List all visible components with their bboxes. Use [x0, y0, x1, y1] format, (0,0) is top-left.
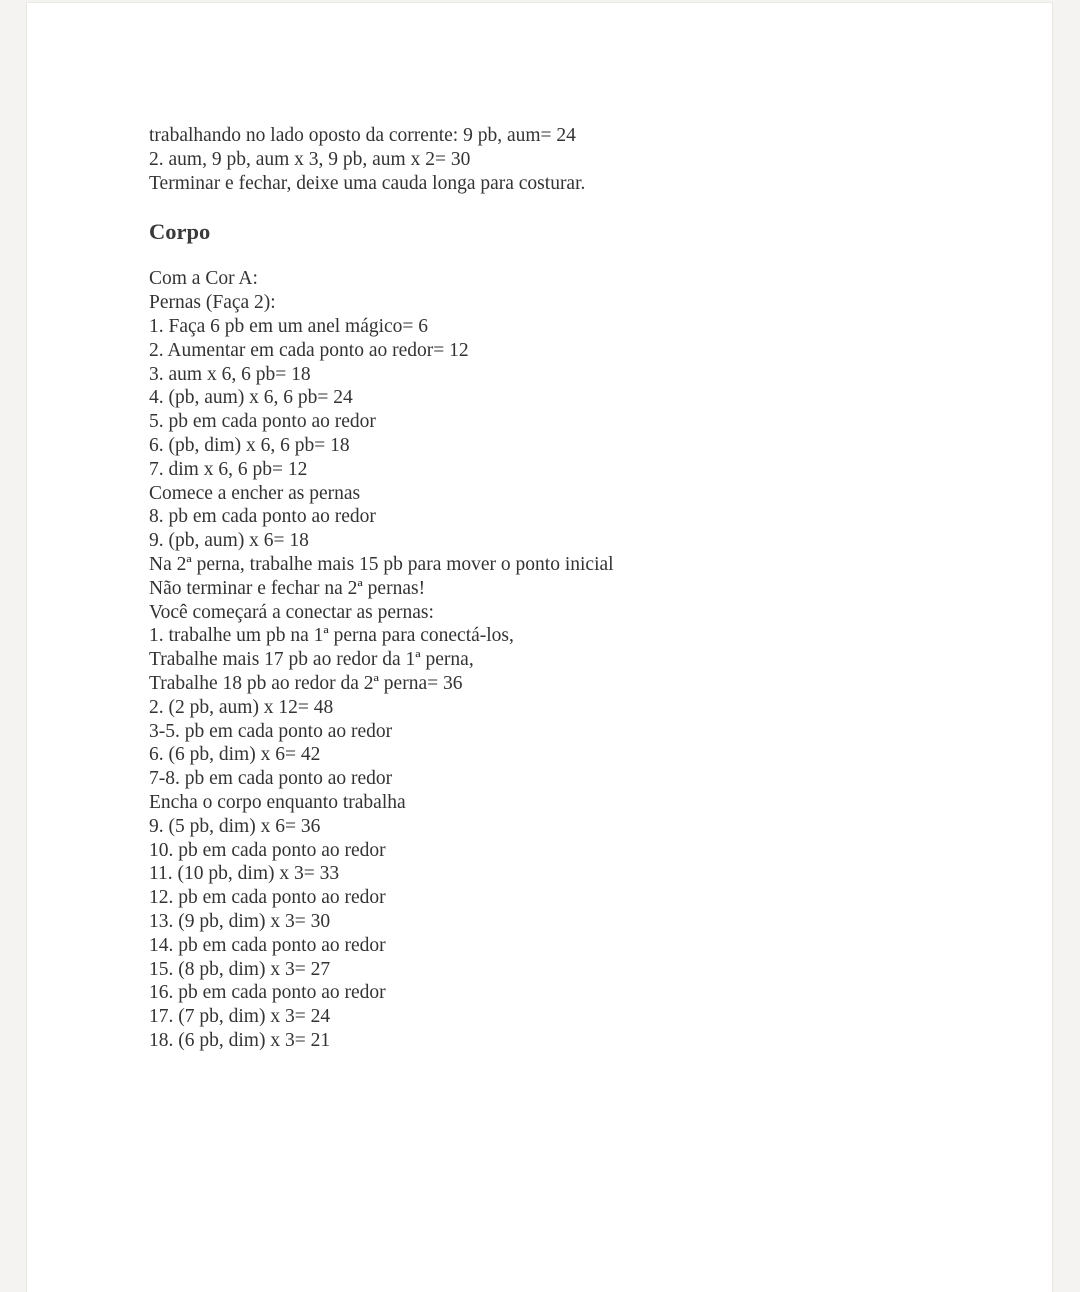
text-line: 9. (5 pb, dim) x 6= 36 [149, 815, 321, 837]
text-line: Terminar e fechar, deixe uma cauda longa para costurar. [149, 172, 586, 194]
text-line: 2. Aumentar em cada ponto ao redor= 12 [149, 339, 469, 361]
text-line: Encha o corpo enquanto trabalha [149, 791, 406, 813]
text-line: 2. (2 pb, aum) x 12= 48 [149, 696, 334, 718]
text-line: 17. (7 pb, dim) x 3= 24 [149, 1006, 331, 1028]
text-line: Trabalhe 18 pb ao redor da 2ª perna= 36 [149, 672, 463, 694]
text-line: 2. aum, 9 pb, aum x 3, 9 pb, aum x 2= 30 [149, 148, 471, 170]
text-line: Com a Cor A: [149, 268, 258, 290]
text-line: 5. pb em cada ponto ao redor [149, 411, 376, 433]
text-line: Trabalhe mais 17 pb ao redor da 1ª perna, [149, 649, 474, 671]
text-line: 7. dim x 6, 6 pb= 12 [149, 458, 308, 480]
text-line: 14. pb em cada ponto ao redor [149, 934, 386, 956]
text-line: 11. (10 pb, dim) x 3= 33 [149, 863, 340, 885]
text-line: 13. (9 pb, dim) x 3= 30 [149, 910, 331, 932]
body-section [149, 267, 1009, 1052]
text-line: 6. (6 pb, dim) x 6= 42 [149, 744, 321, 766]
text-line: 1. Faça 6 pb em um anel mágico= 6 [149, 315, 429, 337]
pattern-text [149, 124, 1009, 1053]
text-line: 15. (8 pb, dim) x 3= 27 [149, 958, 331, 980]
text-line: Na 2ª perna, trabalhe mais 15 pb para mover o ponto inicial [149, 553, 614, 575]
text-line: 4. (pb, aum) x 6, 6 pb= 24 [149, 387, 353, 409]
text-line: Você começará a conectar as pernas: [149, 601, 434, 623]
intro-section [149, 124, 1009, 195]
text-line: 1. trabalhe um pb na 1ª perna para conectá-los, [149, 625, 514, 647]
text-line: 3-5. pb em cada ponto ao redor [149, 720, 393, 742]
text-line: 16. pb em cada ponto ao redor [149, 982, 386, 1004]
text-line: 6. (pb, dim) x 6, 6 pb= 18 [149, 434, 350, 456]
text-line: 8. pb em cada ponto ao redor [149, 506, 376, 528]
text-line: 10. pb em cada ponto ao redor [149, 839, 386, 861]
text-line: 7-8. pb em cada ponto ao redor [149, 768, 393, 790]
document-page [26, 2, 1053, 1292]
text-line: 9. (pb, aum) x 6= 18 [149, 530, 309, 552]
text-line: 12. pb em cada ponto ao redor [149, 887, 386, 909]
section-heading: Corpo [149, 219, 211, 245]
text-line: 3. aum x 6, 6 pb= 18 [149, 363, 311, 385]
text-line: Comece a encher as pernas [149, 482, 361, 504]
text-line: trabalhando no lado oposto da corrente: 9 pb, aum= 24 [149, 125, 576, 146]
text-line: Não terminar e fechar na 2ª pernas! [149, 577, 426, 599]
text-line: Pernas (Faça 2): [149, 292, 276, 314]
text-line: 18. (6 pb, dim) x 3= 21 [149, 1029, 331, 1051]
